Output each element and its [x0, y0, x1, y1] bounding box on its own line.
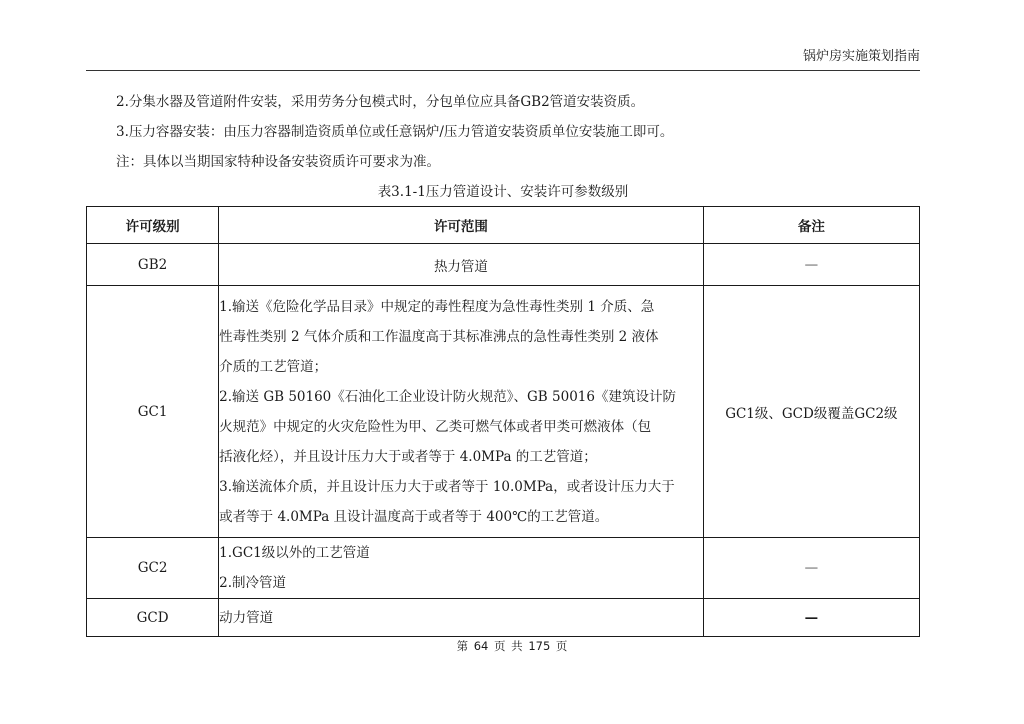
header-divider — [86, 70, 920, 71]
scope-line: 或者等于 4.0MPa 且设计温度高于或者等于 400℃的工艺管道。 — [219, 508, 609, 525]
header-remarks: 备注 — [703, 207, 919, 244]
header-permit-scope: 许可范围 — [219, 207, 704, 244]
cell-note-gc2: — — [703, 538, 919, 599]
scope-line: 火规范》中规定的火灾危险性为甲、乙类可燃气体或者甲类可燃液体（包 — [219, 418, 652, 435]
page-number: 第 64 页 共 175 页 — [456, 639, 568, 653]
paragraph-note: 注：具体以当期国家特种设备安装资质许可要求为准。 — [116, 154, 440, 170]
table-caption: 表3.1-1压力管道设计、安装许可参数级别 — [377, 184, 629, 200]
table-row — [87, 538, 920, 599]
table-row — [87, 599, 920, 637]
table-row — [87, 244, 920, 286]
permit-level-table — [86, 206, 920, 637]
cell-scope-gc2 — [219, 538, 704, 599]
cell-level-gcd: GCD — [87, 599, 219, 637]
paragraph-manifold-installation: 2.分集水器及管道附件安装，采用劳务分包模式时，分包单位应具备GB2管道安装资质。 — [116, 94, 645, 110]
table-header-row — [87, 207, 920, 244]
cell-scope-gcd: 动力管道 — [219, 599, 704, 637]
scope-line: 括液化烃），并且设计压力大于或者等于 4.0MPa 的工艺管道； — [219, 448, 597, 465]
header-permit-level: 许可级别 — [87, 207, 219, 244]
scope-line: 2.输送 GB 50160《石油化工企业设计防火规范》、GB 50016《建筑设计防 — [219, 388, 676, 405]
cell-scope-gc1 — [219, 286, 704, 538]
scope-line: 1.GC1级以外的工艺管道 — [219, 545, 370, 561]
document-title: 锅炉房实施策划指南 — [802, 49, 920, 64]
cell-scope-gb2: 热力管道 — [219, 244, 704, 286]
table-row — [87, 286, 920, 538]
scope-line: 1.输送《危险化学品目录》中规定的毒性程度为急性毒性类别 1 介质、急 — [219, 298, 655, 315]
scope-line: 2.制冷管道 — [219, 575, 287, 591]
paragraph-pressure-vessel-installation: 3.压力容器安装：由压力容器制造资质单位或任意锅炉/压力管道安装资质单位安装施工即可。 — [116, 124, 674, 140]
scope-line: 3.输送流体介质，并且设计压力大于或者等于 10.0MPa，或者设计压力大于 — [219, 478, 675, 495]
scope-line: 介质的工艺管道； — [219, 358, 328, 375]
scope-line: 性毒性类别 2 气体介质和工作温度高于其标准沸点的急性毒性类别 2 液体 — [219, 328, 659, 345]
cell-note-gb2: — — [703, 244, 919, 286]
cell-level-gc1: GC1 — [87, 286, 219, 538]
cell-note-gcd: — — [703, 599, 919, 637]
cell-note-gc1: GC1级、GCD级覆盖GC2级 — [703, 286, 919, 538]
cell-level-gb2: GB2 — [87, 244, 219, 286]
cell-level-gc2: GC2 — [87, 538, 219, 599]
